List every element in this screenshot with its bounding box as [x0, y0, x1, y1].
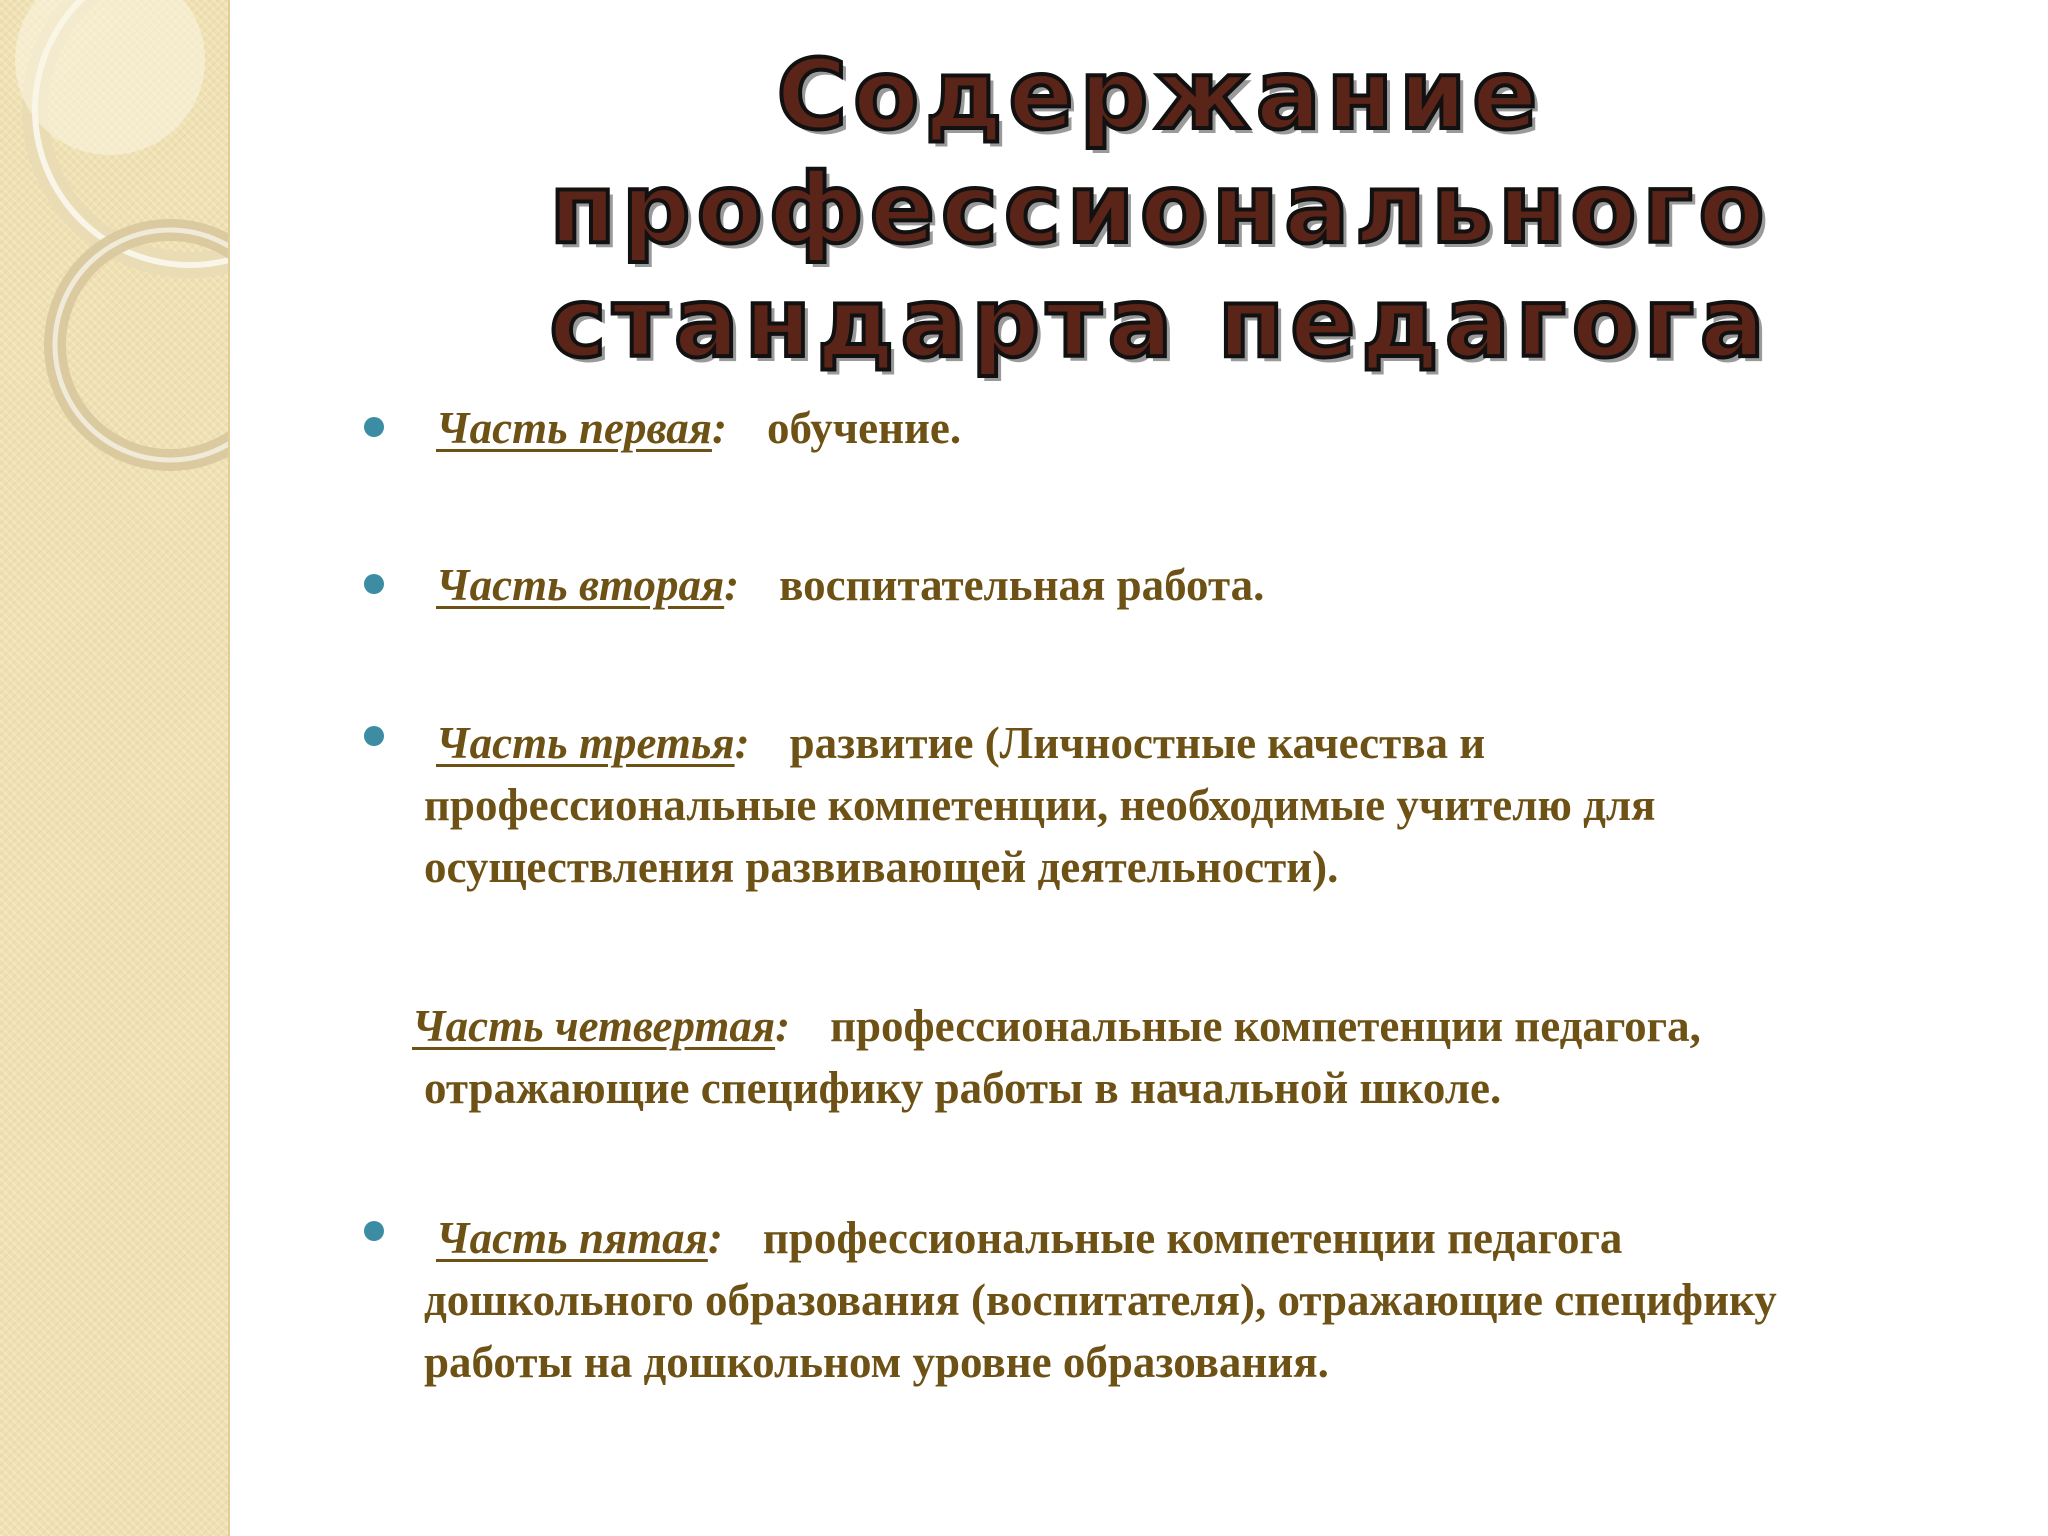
item-colon: : — [707, 1213, 723, 1263]
decorative-rings-icon — [0, 0, 228, 520]
title-line: стандарта педагога — [549, 267, 1771, 379]
item-text: развитие (Личностные качества и — [789, 718, 1486, 768]
item-label: Часть четвертая — [412, 1001, 776, 1051]
item-label: Часть вторая — [436, 560, 725, 610]
item-first-line — [436, 397, 2004, 459]
item-colon: : — [711, 403, 727, 453]
slide-title — [300, 38, 2020, 380]
item-text: профессиональные компетенции педагога — [762, 1213, 1623, 1263]
item-first-line — [436, 554, 2004, 616]
item-first-line — [412, 995, 2004, 1057]
item-colon: : — [775, 1001, 791, 1051]
bullet-icon — [364, 1221, 384, 1241]
item-text: дошкольного образования (воспитателя), отражающие специфику — [424, 1275, 1777, 1325]
list-item-part-5 — [424, 1207, 2004, 1393]
list-item-part-3 — [424, 712, 2004, 898]
list-item-part-2 — [424, 554, 2004, 616]
decorative-side-panel — [0, 0, 230, 1536]
item-text: профессиональные компетенции педагога, — [830, 1001, 1701, 1051]
bullet-icon — [364, 726, 384, 746]
item-first-line — [436, 1207, 2004, 1269]
item-label: Часть первая — [436, 403, 712, 453]
item-text: осуществления развивающей деятельности). — [424, 842, 1339, 892]
bullet-icon — [364, 574, 384, 594]
item-first-line — [436, 712, 2004, 774]
item-text: профессиональные компетенции, необходимые учителю для — [424, 780, 1656, 830]
item-colon: : — [734, 718, 750, 768]
title-line: Содержание — [776, 39, 1544, 151]
bullet-icon — [364, 417, 384, 437]
title-line: профессионального — [549, 153, 1771, 265]
item-label: Часть пятая — [436, 1213, 708, 1263]
item-text: работы на дошкольном уровне образования. — [424, 1337, 1329, 1387]
item-colon: : — [724, 560, 740, 610]
item-label: Часть третья — [436, 718, 735, 768]
item-text: отражающие специфику работы в начальной школе. — [424, 1063, 1502, 1113]
list-item-part-4 — [412, 995, 2004, 1119]
item-text: обучение. — [766, 403, 962, 453]
list-item-part-1 — [424, 397, 2004, 459]
item-text: воспитательная работа. — [779, 560, 1265, 610]
